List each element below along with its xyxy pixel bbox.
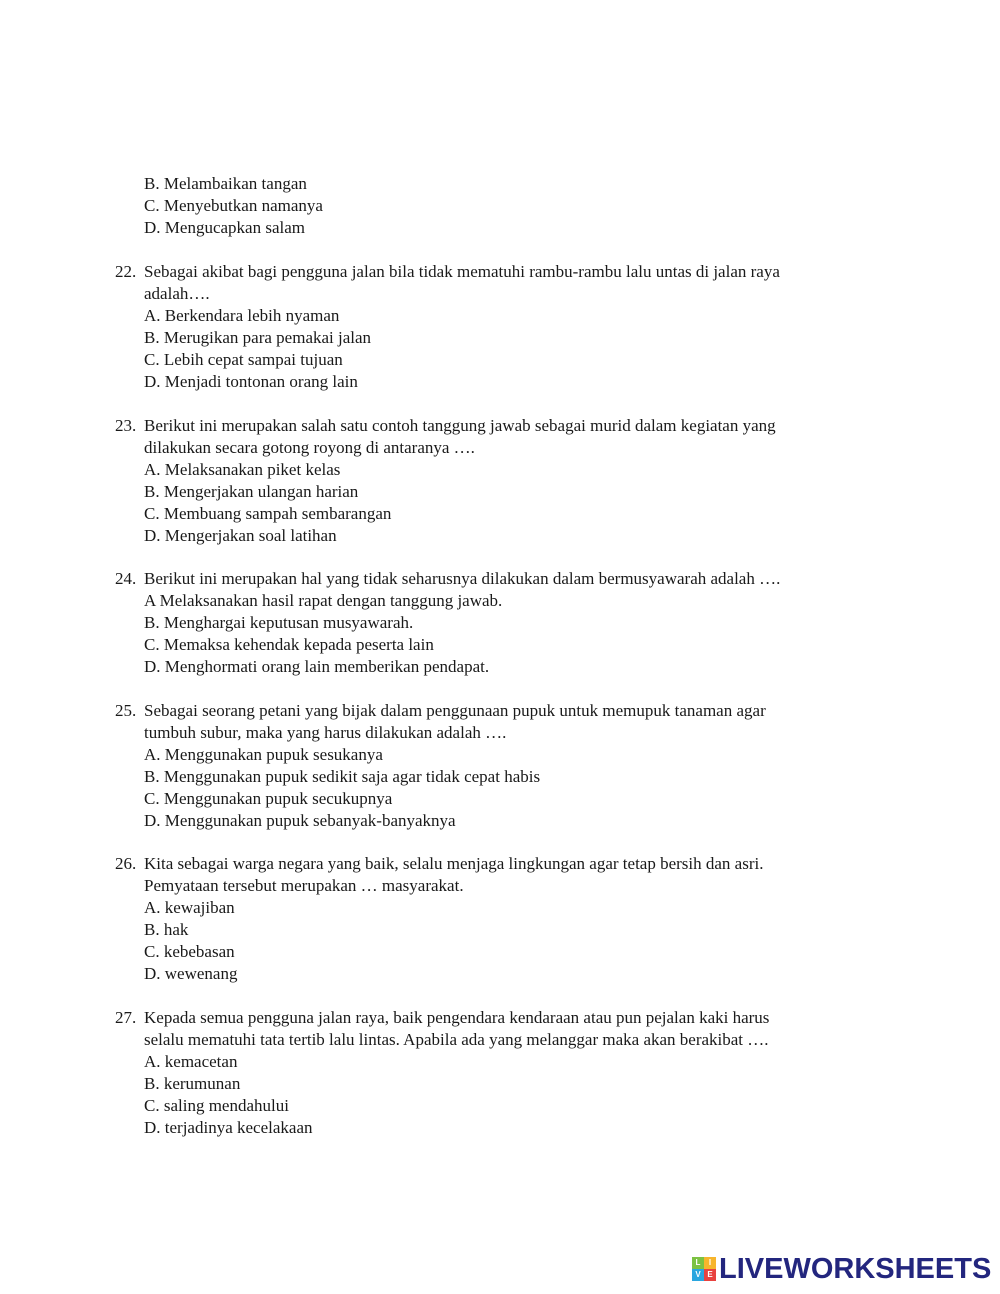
option-d[interactable]: D. Menggunakan pupuk sebanyak-banyaknya: [144, 811, 456, 830]
liveworksheets-logo-icon: [692, 1257, 716, 1281]
question-25: [115, 700, 875, 832]
option-d[interactable]: D. wewenang: [144, 964, 238, 983]
question-text-line: selalu mematuhi tata tertib lalu lintas. Apabila ada yang melanggar maka akan berakibat ….: [144, 1030, 769, 1049]
prev-question-options: [115, 173, 875, 239]
liveworksheets-logo[interactable]: [692, 1255, 991, 1283]
question-number: 27.: [115, 1008, 137, 1027]
option-a[interactable]: A. Menggunakan pupuk sesukanya: [144, 745, 383, 764]
question-number: 26.: [115, 854, 137, 873]
logo-icon-cell: L: [692, 1257, 704, 1269]
option-b[interactable]: B. Mengerjakan ulangan harian: [144, 482, 359, 501]
question-number: 22.: [115, 262, 137, 281]
option-b[interactable]: B. Menghargai keputusan musyawarah.: [144, 613, 414, 632]
option-c[interactable]: C. Menggunakan pupuk secukupnya: [144, 789, 393, 808]
option-c[interactable]: C. Membuang sampah sembarangan: [144, 504, 392, 523]
question-text-line: Sebagai akibat bagi pengguna jalan bila tidak mematuhi rambu-rambu lalu untas di jalan raya: [144, 262, 780, 281]
option-a[interactable]: A Melaksanakan hasil rapat dengan tanggung jawab.: [144, 591, 503, 610]
logo-icon-cell: I: [704, 1257, 716, 1269]
option-a[interactable]: A. kewajiban: [144, 898, 235, 917]
question-text-line: tumbuh subur, maka yang harus dilakukan adalah ….: [144, 723, 507, 742]
question-22: [115, 261, 875, 393]
question-27: [115, 1007, 875, 1139]
option-d[interactable]: D. terjadinya kecelakaan: [144, 1118, 313, 1137]
question-24: [115, 568, 875, 678]
option-a[interactable]: A. Melaksanakan piket kelas: [144, 460, 341, 479]
option-b[interactable]: B. kerumunan: [144, 1074, 241, 1093]
question-number: 25.: [115, 701, 137, 720]
option-c[interactable]: C. saling mendahului: [144, 1096, 289, 1115]
option-c[interactable]: C. Lebih cepat sampai tujuan: [144, 350, 343, 369]
question-text-line: Sebagai seorang petani yang bijak dalam penggunaan pupuk untuk memupuk tanaman agar: [144, 701, 766, 720]
question-text-line: Berikut ini merupakan salah satu contoh tanggung jawab sebagai murid dalam kegiatan yang: [144, 416, 776, 435]
option-d[interactable]: D. Menjadi tontonan orang lain: [144, 372, 358, 391]
question-23: [115, 415, 875, 547]
option-a[interactable]: A. Berkendara lebih nyaman: [144, 306, 340, 325]
question-text-line: adalah….: [144, 284, 210, 303]
option-d[interactable]: D. Mengerjakan soal latihan: [144, 526, 337, 545]
logo-icon-cell: V: [692, 1269, 704, 1281]
question-text-line: Pemyataan tersebut merupakan … masyarakat.: [144, 876, 464, 895]
question-number: 24.: [115, 569, 137, 588]
option-c[interactable]: C. Memaksa kehendak kepada peserta lain: [144, 635, 434, 654]
question-26: [115, 853, 875, 985]
option-c[interactable]: C. Menyebutkan namanya: [144, 196, 323, 215]
option-b[interactable]: B. hak: [144, 920, 189, 939]
question-text-line: Kita sebagai warga negara yang baik, selalu menjaga lingkungan agar tetap bersih dan asri.: [144, 854, 764, 873]
option-d[interactable]: D. Menghormati orang lain memberikan pendapat.: [144, 657, 490, 676]
question-text-line: dilakukan secara gotong royong di antaranya ….: [144, 438, 475, 457]
option-b[interactable]: B. Melambaikan tangan: [144, 174, 307, 193]
option-b[interactable]: B. Merugikan para pemakai jalan: [144, 328, 372, 347]
question-number: 23.: [115, 416, 137, 435]
option-a[interactable]: A. kemacetan: [144, 1052, 238, 1071]
liveworksheets-logo-text: LIVEWORKSHEETS: [719, 1253, 992, 1285]
question-text-line: Berikut ini merupakan hal yang tidak seharusnya dilakukan dalam bermusyawarah adalah ….: [144, 569, 781, 588]
option-c[interactable]: C. kebebasan: [144, 942, 235, 961]
logo-icon-cell: E: [704, 1269, 716, 1281]
option-d[interactable]: D. Mengucapkan salam: [144, 218, 305, 237]
option-b[interactable]: B. Menggunakan pupuk sedikit saja agar tidak cepat habis: [144, 767, 541, 786]
question-text-line: Kepada semua pengguna jalan raya, baik pengendara kendaraan atau pun pejalan kaki harus: [144, 1008, 770, 1027]
